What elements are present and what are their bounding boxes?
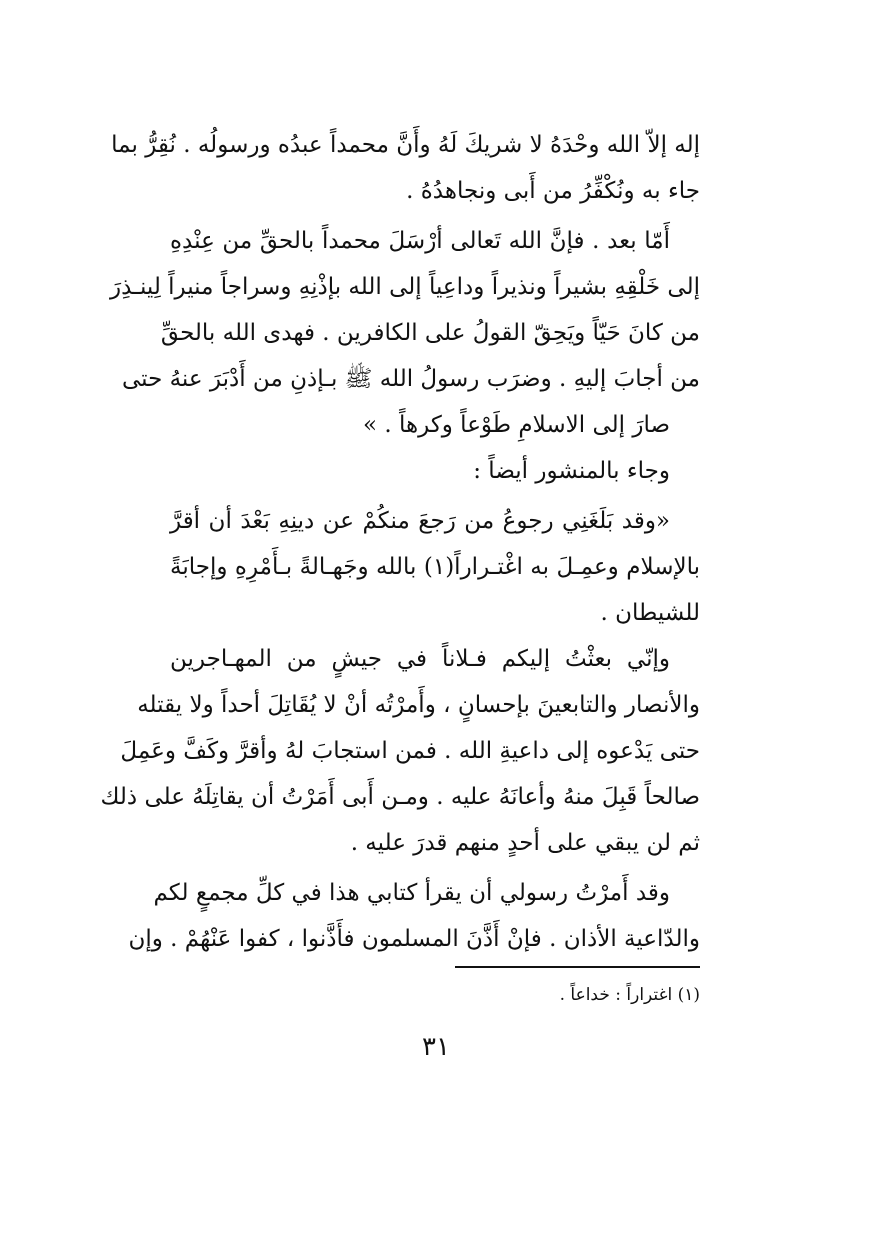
text-line-7: صارَ إلى الاسلامِ طَوْعاً وكرهاً . » (362, 412, 670, 438)
text-line-8: وجاء بالمنشور أيضاً : (473, 458, 670, 484)
text-line-11: للشيطان . (600, 600, 700, 626)
text-line-13: والأنصار والتابعينَ بإحسانٍ ، وأَمرْتُه أنْ لا يُقَاتِلَ أحداً ولا يقتله (137, 692, 700, 718)
text-line-3: أَمّا بعد . فإنَّ الله تَعالى أرْسَلَ محمداً بالحقِّ من عِنْدِهِ (170, 228, 670, 254)
text-line-15: صالحاً قَبِلَ منهُ وأعانَهُ عليه . ومـن أَبى أَمَرْتُ أن يقاتِلَهُ على ذلك (100, 784, 700, 810)
text-line-2: جاء به ونُكْفِّرُ من أَبى ونجاهدُهُ . (406, 178, 700, 204)
text-line-9: «وقد بَلَغَنِي رجوعُ من رَجعَ منكُمْ عن دينِهِ بَعْدَ أن أقرَّ (170, 508, 670, 534)
footnote-divider (455, 966, 700, 968)
text-line-12: وإنّي بعثْتُ إليكم فـلاناً في جيشٍ من المهـاجرين (170, 646, 670, 672)
text-line-6: من أجابَ إليهِ . وضرَب رسولُ الله ﷺ بـإذنِ من أَدْبَرَ عنهُ حتى (121, 366, 700, 392)
text-line-16: ثم لن يبقي على أحدٍ منهم قدرَ عليه . (350, 830, 700, 856)
footnote: (١) اغتراراً : خداعاً . (559, 985, 700, 1005)
text-line-5: من كانَ حَيّاً ويَحِقّ القولُ على الكافرين . فهدى الله بالحقِّ (160, 320, 700, 346)
text-line-17: وقد أَمرْتُ رسولي أن يقرأ كتابي هذا في كلِّ مجمعٍ لكم (153, 880, 670, 906)
text-line-18: والدّاعية الأذان . فإنْ أَذَّنَ المسلمون فأَذَّنوا ، كفوا عَنْهُمْ . وإن (128, 926, 700, 952)
text-line-4: إلى خَلْقِهِ بشيراً ونذيراً وداعِياً إلى الله بإذْنِهِ وسراجاً منيراً لِينـذِرَ (110, 274, 700, 300)
text-line-10: بالإسلام وعمِـلَ به اغْتـراراً(١) بالله وجَهـالةً بـأَمْرِهِ وإجابَةً (170, 554, 700, 580)
page-number: ٣١ (422, 1032, 450, 1062)
main-text (100, 122, 700, 962)
text-line-1: إله إلاّ الله وحْدَهُ لا شريكَ لَهُ وأَنَّ محمداً عبدُه ورسولُه . نُقِرُّ بما (111, 132, 700, 158)
text-line-14: حتى يَدْعوه إلى داعيةِ الله . فمن استجابَ لهُ وأقرَّ وكَفَّ وعَمِلَ (120, 738, 700, 764)
